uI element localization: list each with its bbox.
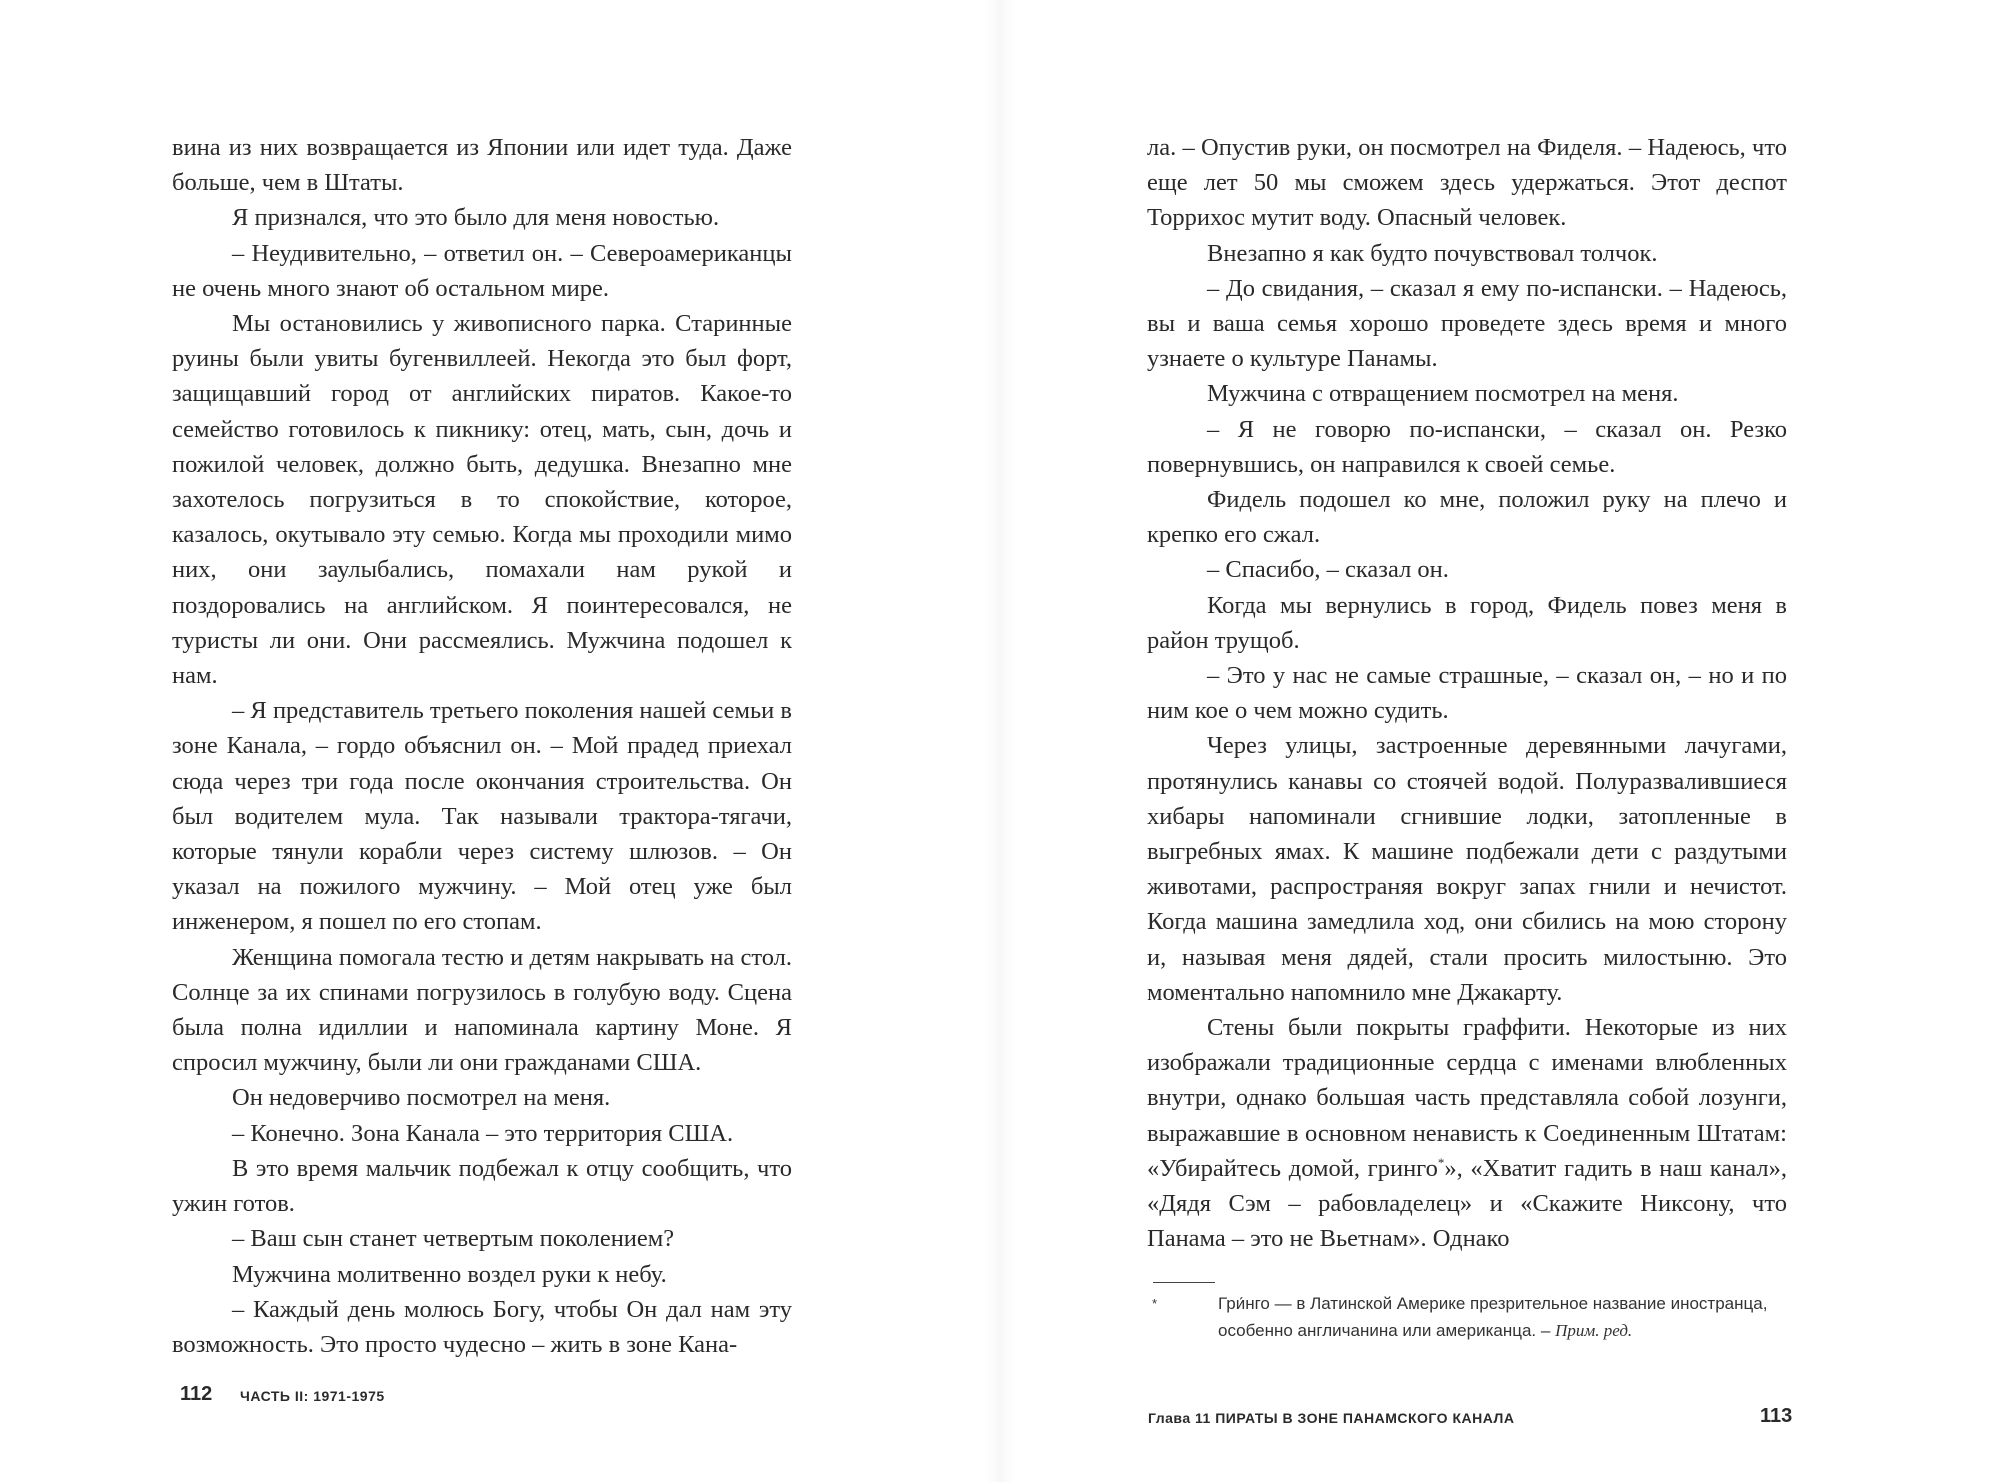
running-title: ЧАСТЬ II: 1971-1975 [240, 1388, 385, 1404]
paragraph: Он недоверчиво посмотрел на меня. [232, 1084, 611, 1112]
paragraph: Мужчина молитвенно воздел руки к небу. [232, 1260, 667, 1288]
paragraph: – Я не говорю по-испански, – сказал он. Резко повернувшись, он направился к своей семье. [1147, 415, 1787, 478]
footnote [1152, 1290, 1792, 1344]
page-number: 113 [1760, 1405, 1793, 1427]
paragraph: Я признался, что это было для меня новостью. [232, 204, 720, 232]
paragraph: – Ваш сын станет четвертым поколением? [232, 1225, 675, 1253]
paragraph: – Каждый день молюсь Богу, чтобы Он дал нам эту возможность. Это просто чудесно – жить в зоне Кана- [172, 1295, 792, 1358]
left-page-body [172, 130, 792, 1362]
paragraph: В это время мальчик подбежал к отцу сообщить, что ужин готов. [172, 1154, 792, 1218]
paragraph-with-footnote [1147, 1010, 1787, 1256]
footnote-mark: * [1152, 1296, 1158, 1311]
paragraph: – Это у нас не самые страшные, – сказал он, – но и по ним кое о чем можно судить. [1147, 662, 1787, 725]
footnote-reference[interactable]: * [1437, 1154, 1445, 1170]
paragraph: Внезапно я как будто почувствовал толчок. [1207, 239, 1658, 267]
paragraph-text: Стены были покрыты граффити. Некоторые из них изображали традиционные сердца с именами влюбленных внутри, однако большая часть представляла собой лозунги, выражавшие в основном ненависть к Соединенным Штатам: «Убирайтесь домой, гринго [1147, 1014, 1787, 1182]
footnote-divider [1153, 1282, 1215, 1283]
paragraph: Фидель подошел ко мне, положил руку на плечо и крепко его сжал. [1147, 486, 1787, 549]
paragraph: ла. – Опустив руки, он посмотрел на Фиделя. – Надеюсь, что еще лет 50 мы сможем здесь удержаться. Этот деспот Торрихос мутит воду. Опасный человек. [1147, 134, 1787, 232]
paragraph: Мужчина с отвращением посмотрел на меня. [1207, 380, 1679, 408]
running-title: Глава 11 ПИРАТЫ В ЗОНЕ ПАНАМСКОГО КАНАЛА [1148, 1410, 1515, 1426]
paragraph: – До свидания, – сказал я ему по-испански. – Надеюсь, вы и ваша семья хорошо проведете здесь время и много узнаете о культуре Панамы. [1147, 274, 1787, 373]
paragraph: Когда мы вернулись в город, Фидель повез меня в район трущоб. [1147, 591, 1787, 654]
paragraph-text: », «Хватит гадить в наш канал», «Дядя Сэм – рабовладелец» и «Скажите Никсону, что Панама – это не Вьетнам». Однако [1147, 1154, 1787, 1253]
page-number: 112 [180, 1383, 213, 1405]
footnote-editor-note: Прим. ред. [1555, 1321, 1633, 1340]
right-page [1000, 0, 2000, 1482]
paragraph: Через улицы, застроенные деревянными лачугами, протянулись канавы со стоячей водой. Полуразвалившиеся хибары напоминали сгнившие лодки, затопленные в выгребных ямах. К машине подбежали дети с раздутыми животами, распространяя вокруг запах гнили и нечистот. Когда машина замедлила ход, они сбились на мою сторону и, называя меня дядей, стали просить милостыню. Это моментально напомнило мне Джакарту. [1147, 732, 1787, 1006]
paragraph: Женщина помогала тестю и детям накрывать на стол. Солнце за их спинами погрузилось в голубую воду. Сцена была полна идиллии и напоминала картину Моне. Я спросил мужчину, были ли они гражданами США. [172, 943, 792, 1077]
paragraph: – Конечно. Зона Канала – это территория США. [232, 1119, 734, 1147]
right-page-body [1147, 130, 1787, 1257]
paragraph: Мы остановились у живописного парка. Старинные руины были увиты бугенвиллеей. Некогда это был форт, защищавший город от английских пиратов. Какое-то семейство готовилось к пикнику: отец, мать, сын, дочь и пожилой человек, должно быть, дедушка. Внезапно мне захотелось погрузиться в то спокойствие, которое, казалось, окутывало эту семью. Когда мы проходили мимо них, они заулыбались, помахали нам рукой и поздоровались на английском. Я поинтересовался, не туристы ли они. Они рассмеялись. Мужчина подошел к нам. [172, 310, 792, 690]
paragraph: – Неудивительно, – ответил он. – Североамериканцы не очень много знают об остальном мире. [172, 239, 792, 302]
footnote-body: Гри́нго — в Латинской Америке презрительное название иностранца, особенно англичанина или американца. – [1218, 1294, 1768, 1340]
footnote-text [1218, 1290, 1792, 1344]
paragraph: – Я представитель третьего поколения нашей семьи в зоне Канала, – гордо объяснил он. – Мой прадед приехал сюда через три года после окончания строительства. Он был водителем мула. Так называли трактора-тягачи, которые тянули корабли через систему шлюзов. – Он указал на пожилого мужчину. – Мой отец уже был инженером, я пошел по его стопам. [172, 697, 792, 936]
paragraph: вина из них возвращается из Японии или идет туда. Даже больше, чем в Штаты. [172, 134, 792, 197]
paragraph: – Спасибо, – сказал он. [1207, 556, 1449, 584]
